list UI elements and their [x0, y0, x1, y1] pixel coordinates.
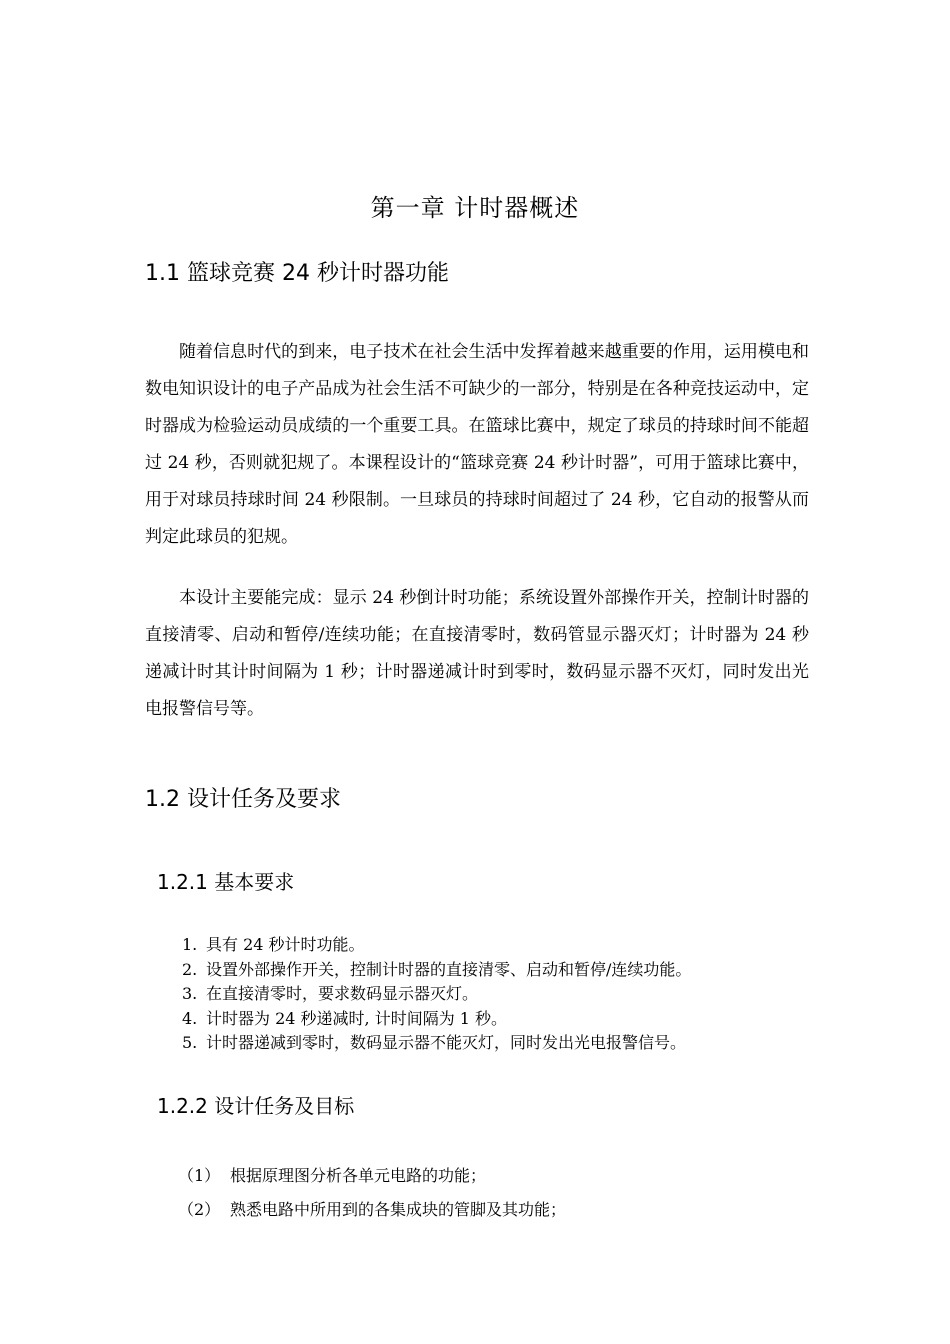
list-item-number: 3. — [182, 984, 198, 1003]
list-item-number: 4. — [182, 1008, 198, 1028]
list-item-number: （1） — [178, 1166, 221, 1185]
list-item — [182, 958, 832, 983]
section-1-1-paragraph-1: 随着信息时代的到来，电子技术在社会生活中发挥着越来越重要的作用，运用模电和数电知识设计的电子产品成为社会生活不可缺少的一部分，特别是在各种竞技运动中，定时器成为检验运动员成绩的一个重要工具。在篮球比赛中，规定了球员的持球时间不能超过 24 秒，否则就犯规了。本课程设计的“篮球竞赛 24 秒计时器”，可用于篮球比赛中，用于对球员持球时间 24 秒限制。一旦球员的持球时间超过了 24 秒，它自动的报警从而判定此球员的犯规。 — [145, 342, 809, 547]
section-1-1-heading: 1.1 篮球竞赛 24 秒计时器功能 — [145, 261, 449, 286]
section-1-2-1-heading: 1.2.1 基本要求 — [157, 870, 295, 894]
chapter-title: 第一章 计时器概述 — [370, 194, 580, 222]
list-item-number: 5. — [182, 1033, 198, 1052]
list-item — [178, 1159, 566, 1193]
list-item-number: 2. — [182, 959, 198, 979]
list-item — [178, 1193, 566, 1227]
list-item-text: 具有 24 秒计时功能。 — [206, 935, 365, 954]
list-item-text: 计时器递减到零时，数码显示器不能灭灯，同时发出光电报警信号。 — [206, 1033, 687, 1052]
list-item-number: 1. — [182, 935, 198, 954]
list-item — [182, 1007, 832, 1032]
section-1-1-paragraph-2: 本设计主要能完成：显示 24 秒倒计时功能；系统设置外部操作开关，控制计时器的直接清零、启动和暂停/连续功能；在直接清零时，数码管显示器灭灯；计时器为 24 秒递减计时其计时间隔为 1 秒；计时器递减计时到零时，数码显示器不灭灯，同时发出光电报警信号等。 — [145, 588, 809, 719]
list-item-text: 计时器为 24 秒递减时, 计时间隔为 1 秒。 — [206, 1008, 508, 1028]
list-item-text: 熟悉电路中所用到的各集成块的管脚及其功能； — [230, 1200, 567, 1219]
list-item-number: （2） — [178, 1200, 221, 1219]
list-item-text: 根据原理图分析各单元电路的功能； — [230, 1166, 487, 1185]
list-item — [182, 982, 832, 1007]
list-item-text: 设置外部操作开关，控制计时器的直接清零、启动和暂停/连续功能。 — [206, 959, 692, 979]
section-1-2-2-heading: 1.2.2 设计任务及目标 — [157, 1094, 355, 1118]
list-item-text: 在直接清零时，要求数码显示器灭灯。 — [206, 984, 479, 1003]
design-goals-list — [178, 1159, 566, 1227]
list-item — [182, 933, 832, 958]
basic-requirements-list — [182, 933, 832, 1056]
list-item — [182, 1031, 832, 1056]
section-1-2-heading: 1.2 设计任务及要求 — [145, 787, 341, 812]
